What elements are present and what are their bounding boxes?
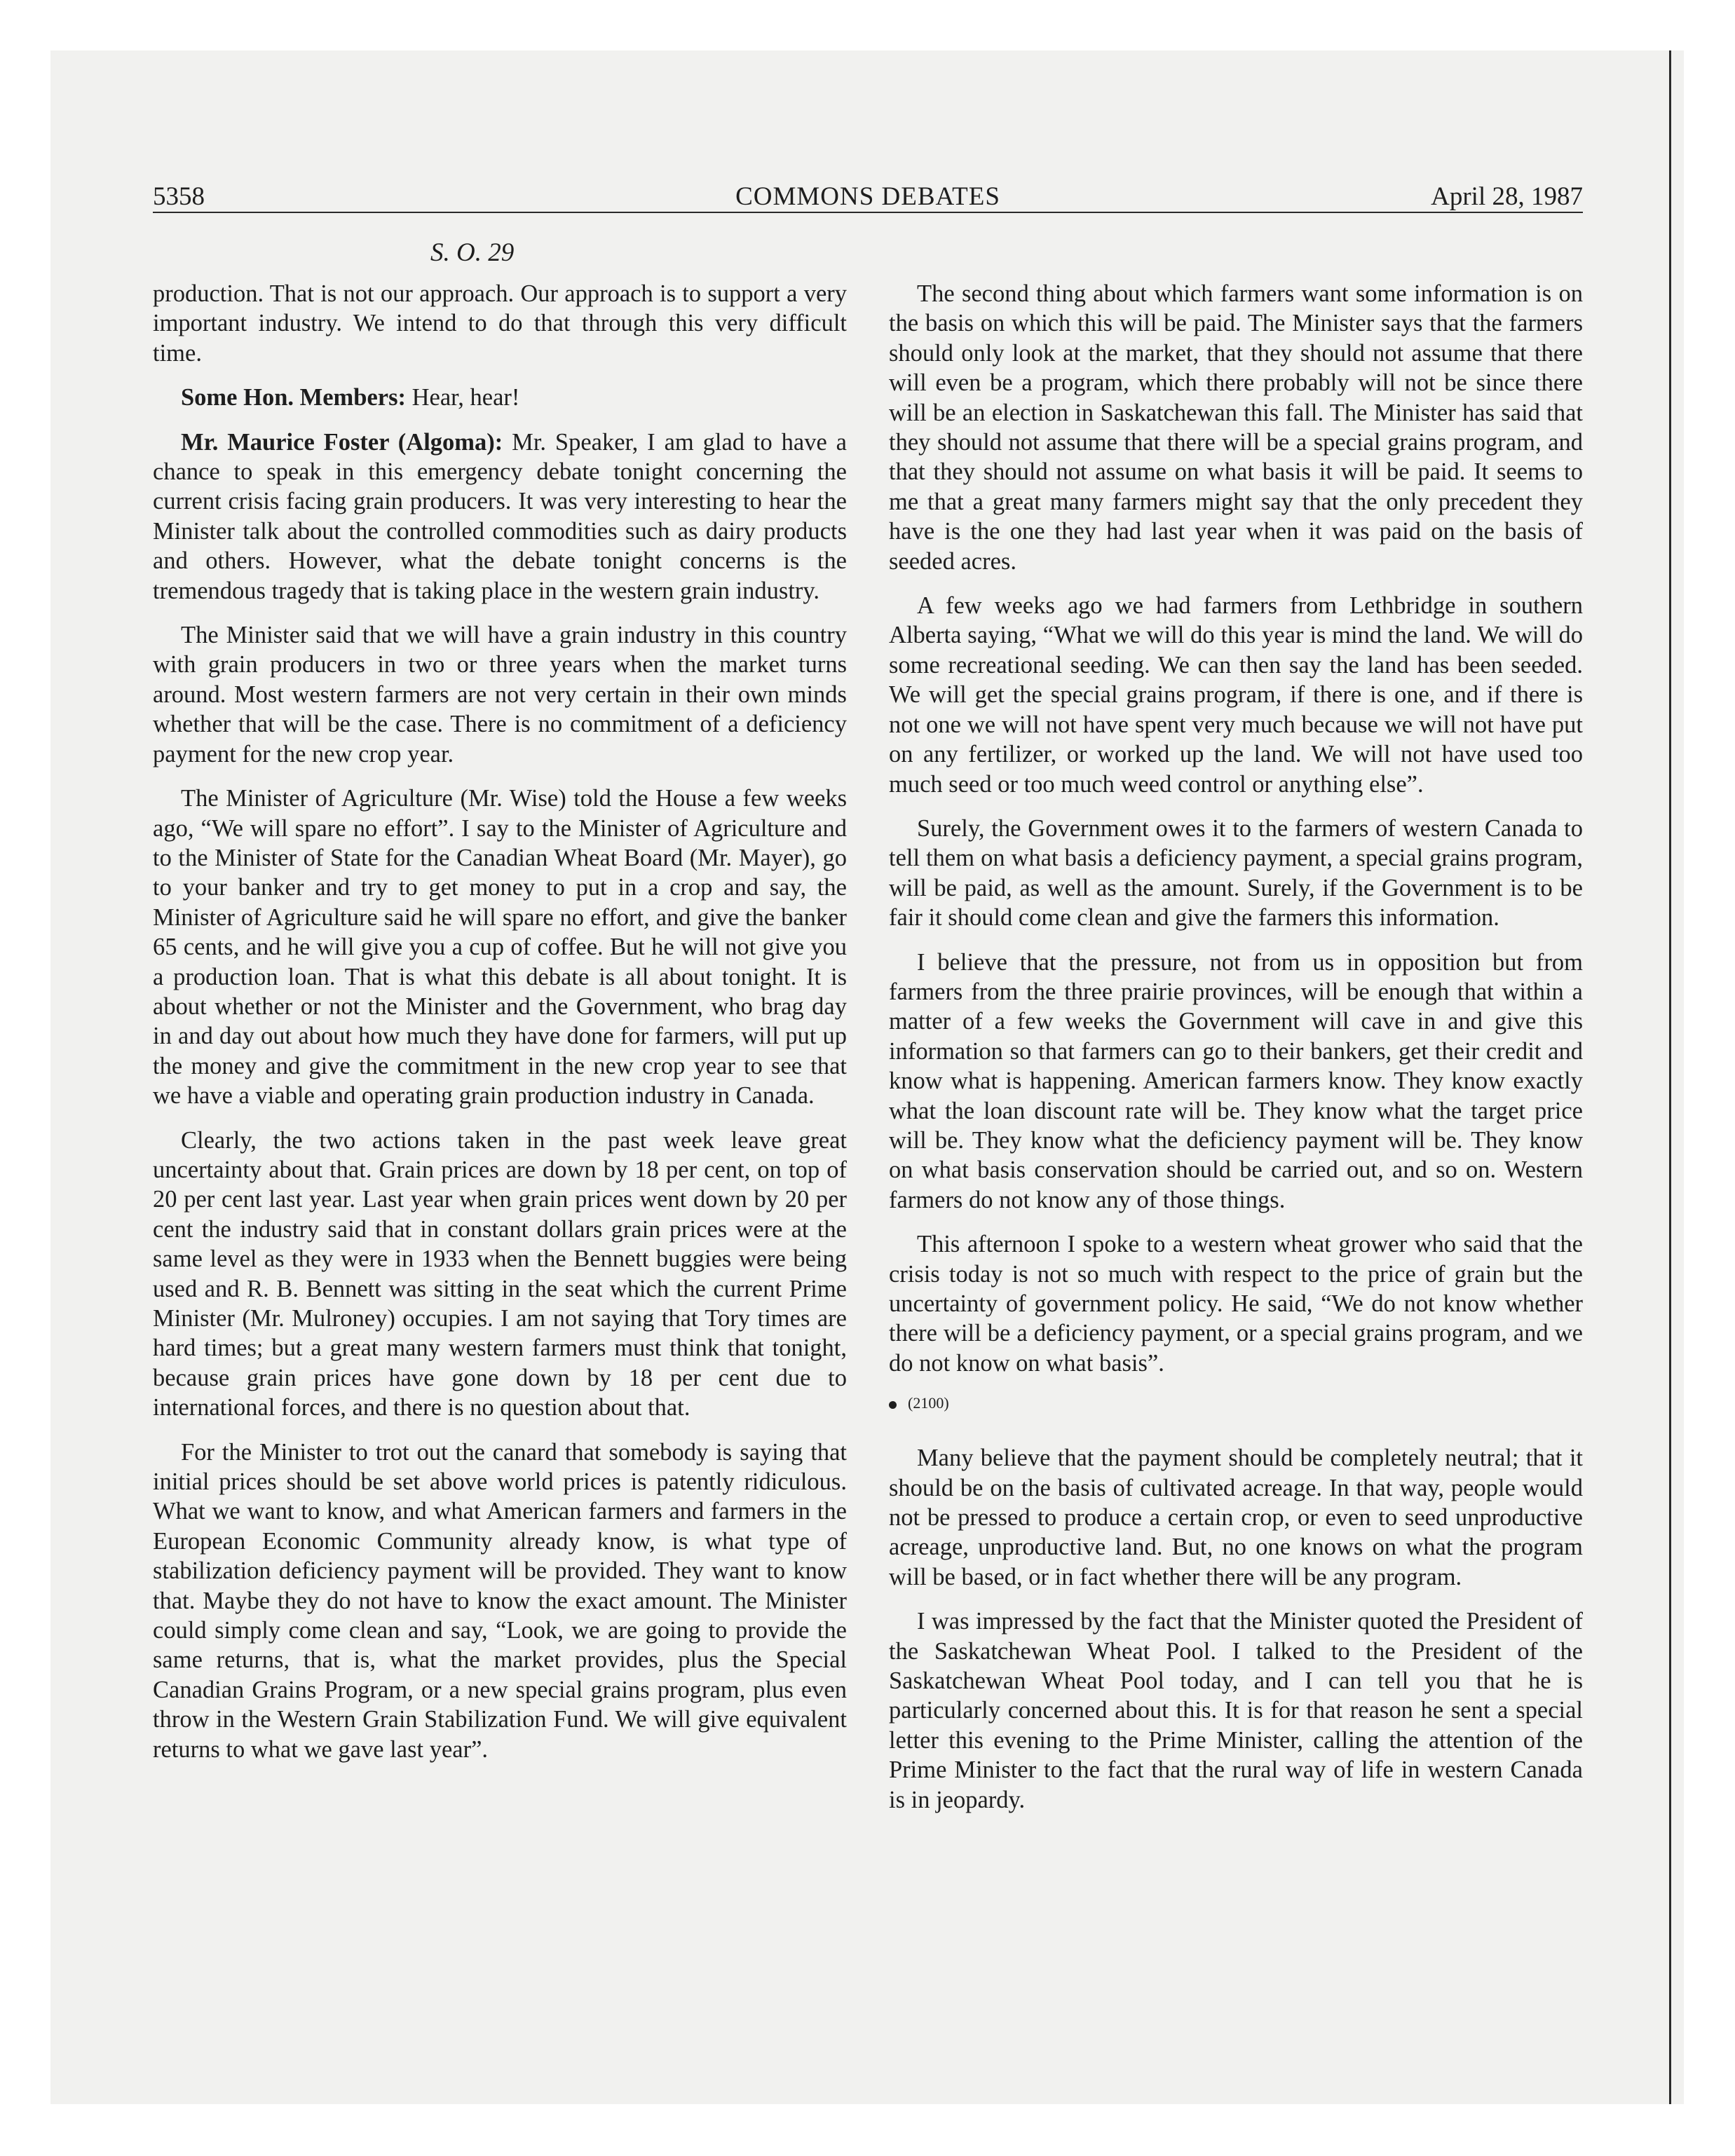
paragraph: The Minister said that we will have a grain industry in this country with grain producers in two or three years when the market turns around. Most western farmers are not very certain in their own minds whether that will be the case. There is no commitment of a deficiency payment for the new crop year. [153,622,847,767]
paragraph: For the Minister to trot out the canard that somebody is saying that initial prices should be set above world prices is patently ridiculous. What we want to know, and what American farmers and farmers in the European Economic Community already know, is what type of stabilization deficiency payment will be provided. They want to know that. Maybe they do not have to know the exact amount. The Minister could simply come clean and say, “Look, we are going to provide the same returns, that is, what the market provides, plus the Special Canadian Grains Program, or a new special grains program, plus even throw in the Western Grain Stabilization Fund. We will give equivalent returns to what we gave last year”. [153,1438,847,1763]
paragraph: Surely, the Government owes it to the farmers of western Canada to tell them on what basis a deficiency payment, a special grains program, will be paid, as well as the amount. Surely, if the Government is to be fair it should come clean and give the farmers this information. [889,814,1583,932]
left-column [153,279,847,1779]
page-edge-rule [1669,50,1671,2104]
header-rule [153,212,1583,213]
paragraph: I believe that the pressure, not from us in opposition but from farmers from the three prairie provinces, will be enough that within a matter of a few weeks the Government will cave in and give this information so that farmers can go to their bankers, get their credit and know what is happening. American farmers know. They know exactly what the loan discount rate will be. They know what the target price will be. They know what the deficiency payment will be. They know on what basis conservation should be carried out, and so on. Western farmers do not know any of those things. [889,948,1583,1213]
page-number: 5358 [153,182,205,211]
right-column [889,279,1583,1829]
paragraph: I was impressed by the fact that the Minister quoted the President of the Saskatchewan Wheat Pool. I talked to the President of the Saskatchewan Wheat Pool today, and I can tell you that he is particularly concerned about this. It is for that reason he sent a special letter this evening to the Prime Minister, calling the attention of the Prime Minister to the fact that the rural way of life in western Canada is in jeopardy. [889,1608,1583,1813]
paragraph: The second thing about which farmers want some information is on the basis on which this will be paid. The Minister says that the farmers should only look at the market, that they should not assume that there will even be a program, which there probably will not be since there will be an election in Saskatchewan this fall. The Minister has said that they should not assume that there will be a special grains program, and that they should not assume on what basis it will be paid. It seems to me that a great many farmers might say that the only precedent they have is the one they had last year when it was paid on the basis of seeded acres. [889,280,1583,575]
time-marker-text: (2100) [908,1394,949,1412]
paragraph: The Minister of Agriculture (Mr. Wise) told the House a few weeks ago, “We will spare no effort”. I say to the Minister of Agriculture and to the Minister of State for the Canadian Wheat Board (Mr. Mayer), go to your banker and try to get money to put in a crop and say, the Minister of Agriculture said he will spare no effort, and give the banker 65 cents, and he will give you a cup of coffee. But he will not give you a production loan. That is what this debate is all about tonight. It is about whether or not the Minister and the Government, who brag day in and day out about how much they have done for farmers, will put up the money and give the commitment in the new crop year to see that we have a viable and operating grain production industry in Canada. [153,785,847,1110]
issue-date: April 28, 1987 [1431,182,1583,211]
paragraph [153,428,847,606]
paragraph: Many believe that the payment should be completely neutral; that it should be on the basis of cultivated acreage. In that way, people would not be pressed to produce a certain crop, or even to seed unproductive acreage, unproductive land. But, no one knows on what the program will be based, or in fact whether there will be any program. [889,1445,1583,1590]
time-marker [889,1393,1583,1414]
paragraph: production. That is not our approach. Our approach is to support a very important industry. We intend to do that through this very difficult time. [153,280,847,367]
bullet-icon [889,1401,897,1409]
speech-text: Mr. Speaker, I am glad to have a chance to speak in this emergency debate tonight concerning the current crisis facing grain producers. It was very interesting to hear the Minister talk about the controlled commodities such as dairy products and others. However, what the debate tonight concerns is the tremendous tragedy that is taking place in the western grain industry. [153,428,847,604]
paragraph: A few weeks ago we had farmers from Lethbridge in southern Alberta saying, “What we will do this year is mind the land. We will do some recreational seeding. We can then say the land has been seeded. We will get the special grains program, if there is one, and if there is not one we will not have spent very much because we will not have put on any fertilizer, or worked up the land. We will not have used too much seed or too much weed control or anything else”. [889,592,1583,798]
speech-text: Hear, hear! [405,384,520,411]
journal-title: COMMONS DEBATES [735,182,1000,211]
paragraph: This afternoon I spoke to a western wheat grower who said that the crisis today is not so much with respect to the price of grain but the uncertainty of government policy. He said, “We do not know whether there will be a deficiency payment, or a special grains program, and we do not know on what basis”. [889,1231,1583,1377]
running-header [153,179,1583,214]
speaker-name: Some Hon. Members: [181,384,406,411]
paragraph [153,383,847,412]
speaker-name: Mr. Maurice Foster (Algoma): [181,428,503,456]
paragraph: Clearly, the two actions taken in the past week leave great uncertainty about that. Grain prices are down by 18 per cent, on top of 20 per cent last year. Last year when grain prices went down by 20 per cent the industry said that in constant dollars grain prices were at the same level as they were in 1933 when the Bennett buggies were being used and R. B. Bennett was sitting in the seat which the current Prime Minister (Mr. Mulroney) occupies. I am not saying that Tory times are hard times; but a great many western farmers must think that tonight, because grain prices have gone down by 18 per cent due to international forces, and there is no question about that. [153,1126,847,1421]
standing-order-label: S. O. 29 [430,238,515,267]
